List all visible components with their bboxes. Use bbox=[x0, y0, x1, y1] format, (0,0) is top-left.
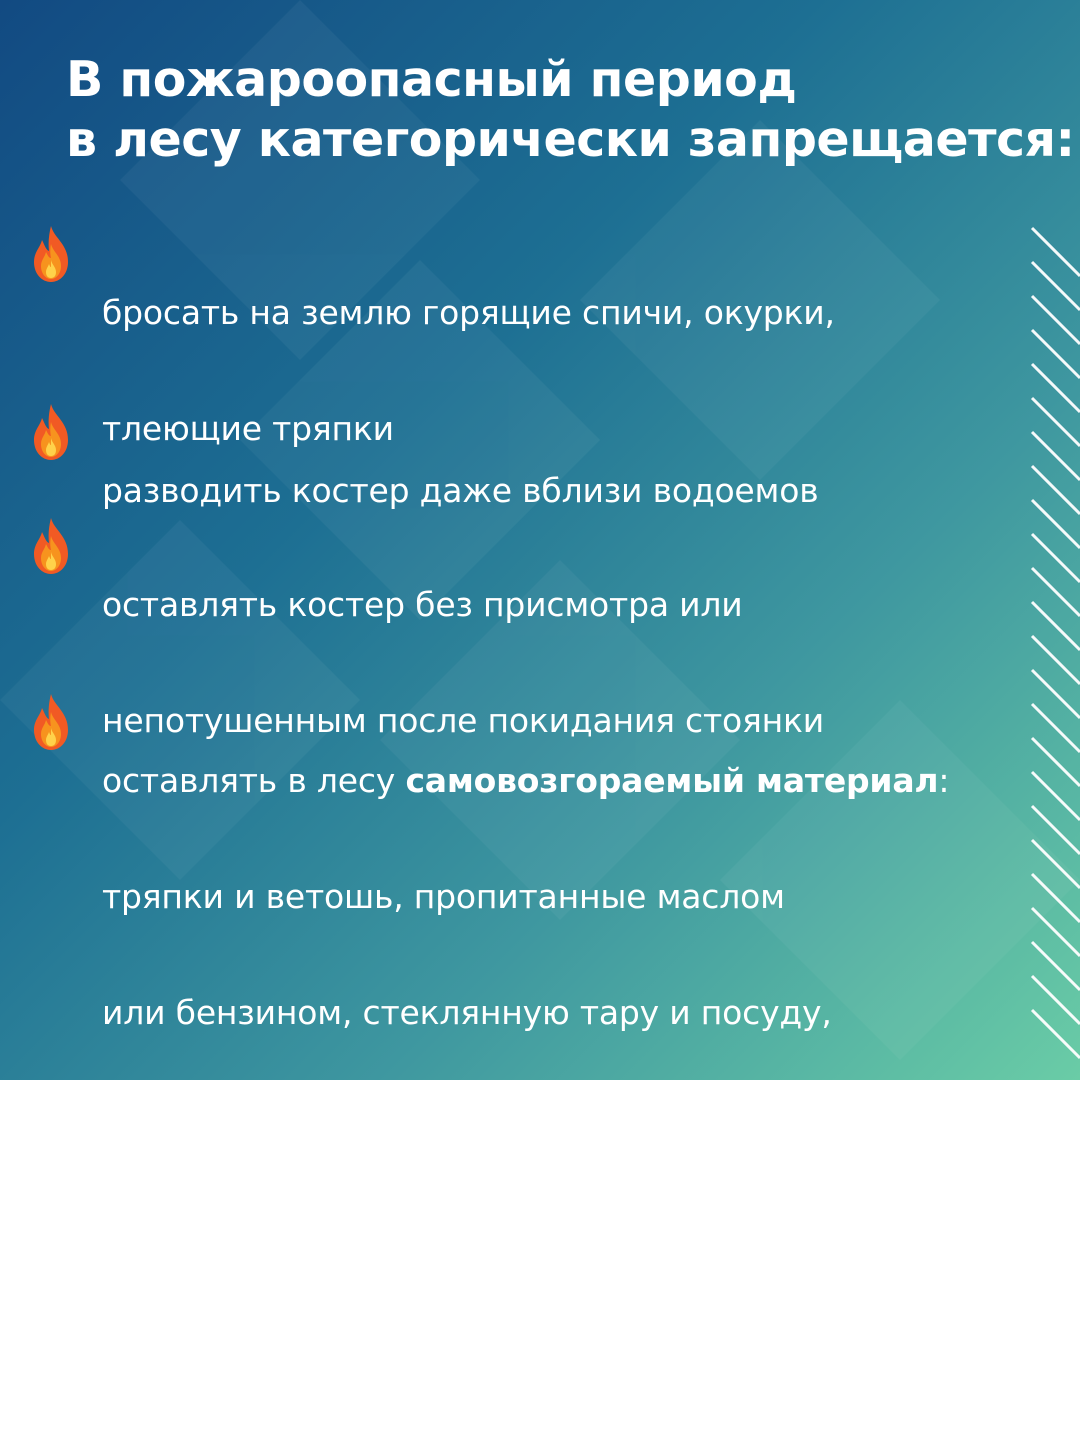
item-line: оставлять костер без присмотра или bbox=[102, 585, 743, 624]
item-line: сфокусировать солнечный луч и воспламенить bbox=[102, 1225, 920, 1264]
fire-icon bbox=[28, 692, 74, 752]
fire-icon bbox=[28, 402, 74, 462]
item-line: или бензином, стеклянную тару и посуду, bbox=[102, 993, 832, 1032]
item-line: сухую растительность bbox=[102, 1341, 492, 1380]
diagonal-stripes-decoration bbox=[1032, 228, 1080, 1058]
item-line-bold: самовозгораемый материал bbox=[405, 761, 939, 800]
item-line: тлеющие тряпки bbox=[102, 409, 394, 448]
item-line bbox=[102, 752, 1022, 810]
item-line-prefix: оставлять в лесу bbox=[102, 761, 406, 800]
fire-icon bbox=[28, 516, 74, 576]
item-line: бросать на землю горящие спичи, окурки, bbox=[102, 293, 835, 332]
item-line-suffix: : bbox=[938, 761, 950, 800]
title-line-2: в лесу категорически запрещается: bbox=[66, 111, 1075, 168]
title-line-1: В пожароопасный период bbox=[66, 51, 797, 108]
item-line: разводить костер даже вблизи водоемов bbox=[102, 471, 819, 510]
fire-icon bbox=[28, 224, 74, 284]
item-line: тряпки и ветошь, пропитанные маслом bbox=[102, 877, 785, 916]
item-line: которая в солнечную погоду может bbox=[102, 1109, 724, 1148]
page-title bbox=[66, 50, 1075, 170]
item-line: непотушенным после покидания стоянки bbox=[102, 701, 824, 740]
